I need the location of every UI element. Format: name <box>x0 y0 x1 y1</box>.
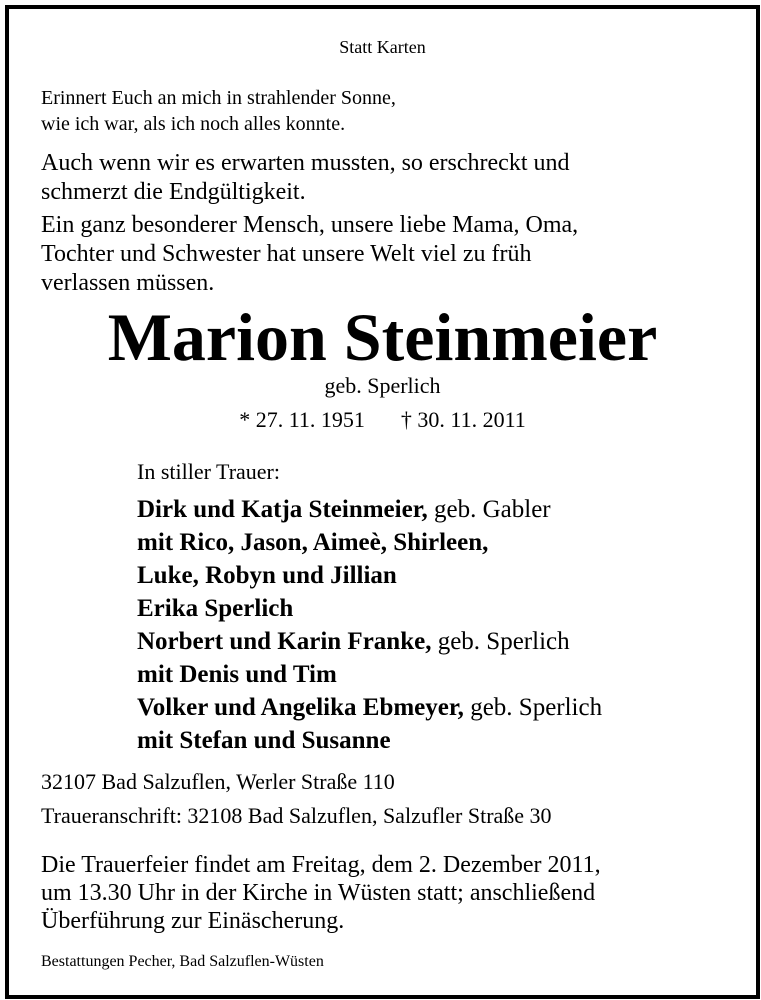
header-text: Statt Karten <box>339 37 426 57</box>
poem-line: Erinnert Euch an mich in strahlender Sonne, <box>41 87 396 109</box>
tribute-paragraph <box>41 211 578 298</box>
ceremony-line: um 13.30 Uhr in der Kirche in Wüsten statt; anschließend <box>41 880 596 906</box>
life-dates <box>9 407 756 433</box>
family-row: Luke, Robyn und Jillian <box>137 562 397 589</box>
ceremony-info <box>41 851 601 935</box>
ceremony-line: Die Trauerfeier findet am Freitag, dem 2. Dezember 2011, <box>41 852 601 878</box>
family-row: mit Rico, Jason, Aimeè, Shirleen, <box>137 529 489 556</box>
paragraph-line: Tochter und Schwester hat unsere Welt viel zu früh <box>41 241 532 267</box>
family-row: Volker und Angelika Ebmeyer, geb. Sperlich <box>137 694 603 721</box>
birth-date: * 27. 11. 1951 <box>239 407 365 432</box>
family-row: Dirk und Katja Steinmeier, geb. Gabler <box>137 496 551 523</box>
poem-text <box>41 85 396 137</box>
family-list <box>137 493 602 757</box>
residence-address: 32107 Bad Salzuflen, Werler Straße 110 <box>41 769 395 794</box>
intro-paragraph <box>41 149 570 207</box>
poem-line: wie ich war, als ich noch alles konnte. <box>41 113 346 135</box>
paragraph-line: Auch wenn wir es erwarten mussten, so erschreckt und <box>41 150 570 176</box>
family-row: Norbert und Karin Franke, geb. Sperlich <box>137 628 570 655</box>
paragraph-line: schmerzt die Endgültigkeit. <box>41 179 306 205</box>
death-date: † 30. 11. 2011 <box>400 407 526 432</box>
obituary-frame <box>5 5 760 999</box>
undertaker-text: Bestattungen Pecher, Bad Salzuflen-Wüsten <box>41 953 324 970</box>
paragraph-line: verlassen müssen. <box>41 270 215 296</box>
deceased-name: Marion Steinmeier <box>107 299 658 375</box>
family-row: mit Denis und Tim <box>137 661 337 688</box>
birth-name: geb. Sperlich <box>324 373 441 398</box>
family-row: Erika Sperlich <box>137 595 294 622</box>
ceremony-line: Überführung zur Einäscherung. <box>41 908 345 934</box>
family-row: mit Stefan und Susanne <box>137 727 391 754</box>
paragraph-line: Ein ganz besonderer Mensch, unsere liebe Mama, Oma, <box>41 212 579 238</box>
mourning-label: In stiller Trauer: <box>137 459 280 484</box>
mourning-address: Traueranschrift: 32108 Bad Salzuflen, Salzufler Straße 30 <box>41 803 552 828</box>
